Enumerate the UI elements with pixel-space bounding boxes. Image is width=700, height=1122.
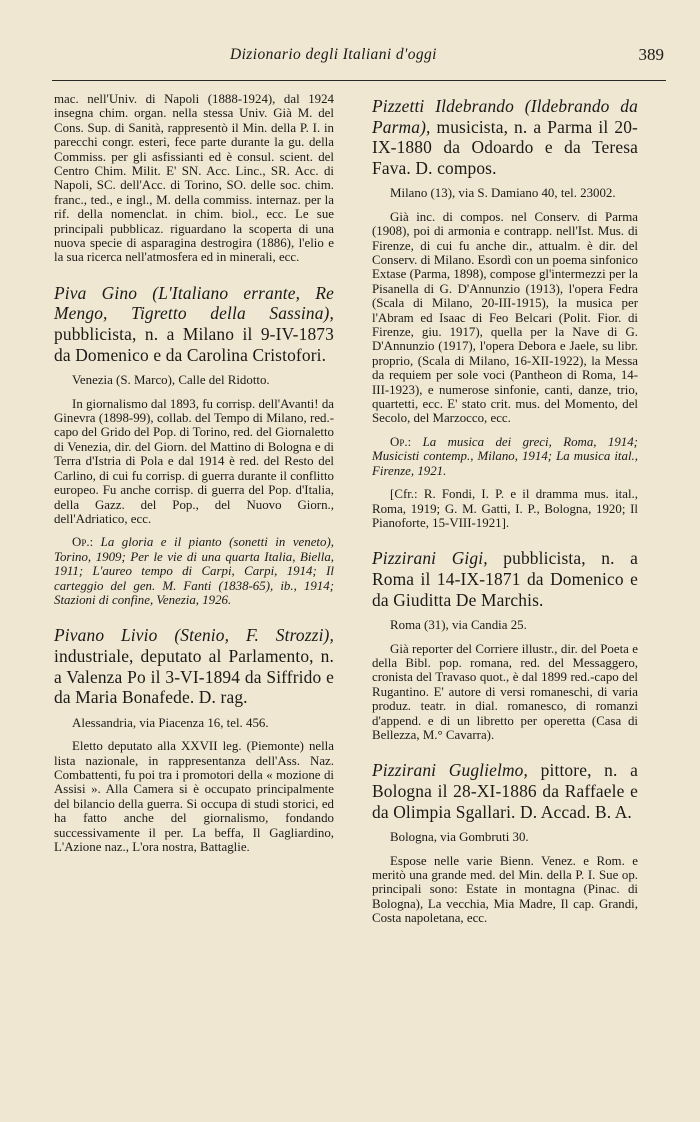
entry-heading-details: pittore, n. a Bologna il 28-XI-1886 da Raffaele e da Olimpia Sgallari. D. Accad. B. A.	[372, 760, 638, 822]
entry-pizzetti-ildebrando	[372, 96, 638, 530]
entry-address: Bologna, via Gombruti 30.	[390, 830, 529, 845]
entry-pizzirani-gigi	[372, 548, 638, 742]
entry-heading-details: pubblicista, n. a Roma il 14-IX-1871 da Domenico e da Giuditta De Marchis.	[372, 548, 639, 610]
right-column	[372, 92, 638, 926]
left-column	[54, 92, 334, 854]
entry-continuation: mac. nell'Univ. di Napoli (1888-1924), dal 1924 insegna chim. organ. nella stessa Univ. Già M. del Cons. Sup. di Sanità, rappresentò il Min. della P. I. in parecchi congr. esteri, fece parte durante la gu. della Commiss. per gli asfissianti ed è consul. scient. del Centro Chim. Milit. E' SN. Acc. Linc., SR. Acc. di Napoli, SC. dell'Acc. di Torino, SO. delle soc. chim. franc., ted., e ingl., M. della commiss. internaz. per la rif. della nomenclat. in chim. biol., ecc. Le sue principali pubblicaz. riguardano la scoperta di una nuova specie di asparagina destrogira (1886), l'elio e la sua ricerca nell'atmosfera ed in minerali, ecc.	[54, 92, 334, 265]
works-label: Op.:	[72, 535, 94, 550]
entry-heading	[372, 760, 638, 822]
works-label: Op.:	[390, 434, 412, 449]
entry-address: Milano (13), via S. Damiano 40, tel. 23002.	[390, 186, 616, 201]
entry-heading	[372, 548, 638, 610]
entry-body: Eletto deputato alla XXVII leg. (Piemonte) nella lista nazionale, in rappresentanza dell'Ass. Naz. Combattenti, fu poi tra i promotori della « mozione di Assisi ». Alla Camera si è occupato principalmente del bilancio della guerra. Si occupa di studi storici, ed ha fatto anche del giornalismo, fondando successivamente il per. La beffa, Il Gagliardino, L'Azione naz., L'ora nostra, Battaglie.	[54, 739, 334, 854]
entry-heading-details: pubblicista, n. a Milano il 9-IV-1873 da Domenico e da Carolina Cristofori.	[54, 324, 334, 365]
entry-name: Pizzetti Ildebrando	[372, 96, 514, 116]
entry-address: Roma (31), via Candia 25.	[390, 618, 527, 633]
entry-name: Pizzirani Guglielmo,	[372, 760, 529, 781]
entry-address: Alessandria, via Piacenza 16, tel. 456.	[72, 715, 269, 730]
entry-heading	[372, 96, 638, 178]
entry-heading	[54, 625, 334, 707]
entry-heading	[54, 283, 334, 365]
page-header	[52, 36, 666, 81]
entry-address: Venezia (S. Marco), Calle del Ridotto.	[72, 373, 270, 388]
entry-body: Già reporter del Corriere illustr., dir. del Poeta e della Bibl. pop. romana, red. del Messaggero, cronista del Travaso quot., è dal 1899 red.-capo del Rugantino. E' autore di versi romaneschi, di varia produz. teatr. in dial. romanesco, di romanzi d'append. e di un libretto per operetta (Casa di Bellezza, M.° Cavarra).	[372, 641, 638, 742]
entry-aliases: (Stenio, F. Strozzi),	[174, 625, 334, 646]
entry-works	[372, 435, 638, 478]
entry-aliases: (Ildebrando da Parma),	[372, 96, 638, 137]
entry-references: [Cfr.: R. Fondi, I. P. e il dramma mus. ital., Roma, 1919; G. M. Gatti, I. P., Bologna, 1920; Il Pianoforte, 15-VIII-1921].	[372, 487, 638, 530]
entry-body: In giornalismo dal 1893, fu corrisp. dell'Avanti! da Ginevra (1898-99), collab. del Tempo di Milano, red.-capo del Grido del Pop. di Torino, red. del Giornaletto di Venezia, dir. del Giorn. del Mattino di Bologna e di Terra d'Istria di Pola e dal 1914 è red. del Resto del Carlino, di cui fu corrisp. di guerra durante il conflitto europeo. Fu anche corrisp. di guerra del Pop. d'Italia, della Gazz. del Pop., del Nuovo Giorn., dell'Adriatico, ecc.	[54, 396, 334, 526]
running-title: Dizionario degli Italiani d'oggi	[230, 46, 437, 63]
entry-pizzirani-guglielmo	[372, 760, 638, 925]
entry-name: Piva Gino	[54, 282, 138, 303]
entry-heading-details: industriale, deputato al Parlamento, n. a Valenza Po il 3-VI-1894 da Siffrido e da Maria Bonafede. D. rag.	[54, 645, 334, 708]
entry-works	[54, 535, 334, 607]
works-list: La musica dei greci, Roma, 1914; Musicisti contemp., Milano, 1914; La musica ital., Firenze, 1921.	[372, 434, 638, 478]
entry-name: Pizzirani Gigi,	[372, 548, 488, 569]
entry-heading-details: musicista, n. a Parma il 20-IX-1880 da Odoardo e da Teresa Fava. D. compos.	[372, 116, 639, 178]
entry-aliases: (L'Italiano errante, Re Mengo, Tigretto della Sassina),	[54, 282, 334, 324]
entry-piva-gino	[54, 283, 334, 607]
entry-body: Già inc. di compos. nel Conserv. di Parma (1908), poi di armonia e contrapp. nell'Ist. Mus. di Firenze, di cui fu anche dir., attualm. è dir. del Conserv. di Milano. Esordì con un poema sinfonico Extase (Parma, 1898), compose gl'intermezzi per la Pisanella di G. D'Annunzio (1913), l'opera Fedra (Scala di Milano, 20-III-1915), la musica per l'Abram ed Isaac di Feo Belcari (Polit. Fior. di Firenze, giu. 1917), quella per la Nave di G. D'Annunzio (1917), l'opera Debora e Jaele, su libr. proprio, (Scala di Milano, 16-XII-1922), la Messa da requiem per sole voci (Pantheon di Roma, 14-III-1923), e numerose sinfonie, canti, danze, trio, quartetti, ecc. E' stato crit. mus. del Momento, del Secolo, del Marzocco, ecc.	[372, 209, 638, 426]
works-list: La gloria e il pianto (sonetti in veneto), Torino, 1909; Per le vie di una quarta Italia, Biella, 1911; L'aureo tempo di Carpi, Carpi, 1914; Il carteggio del gen. M. Fanti (1838-65), ib., 1914; Stazioni di confine, Venezia, 1926.	[54, 535, 334, 607]
page-number: 389	[638, 45, 664, 64]
entry-name: Pivano Livio	[54, 625, 158, 646]
entry-body: Espose nelle varie Bienn. Venez. e Rom. e meritò una grande med. del Min. della P. I. Sue op. principali sono: Estate in montagna (Pinac. di Bologna), La vecchia, Mia Madre, Il cap. Grandi, Costa napoletana, ecc.	[372, 853, 638, 926]
entry-pivano-livio	[54, 625, 334, 854]
